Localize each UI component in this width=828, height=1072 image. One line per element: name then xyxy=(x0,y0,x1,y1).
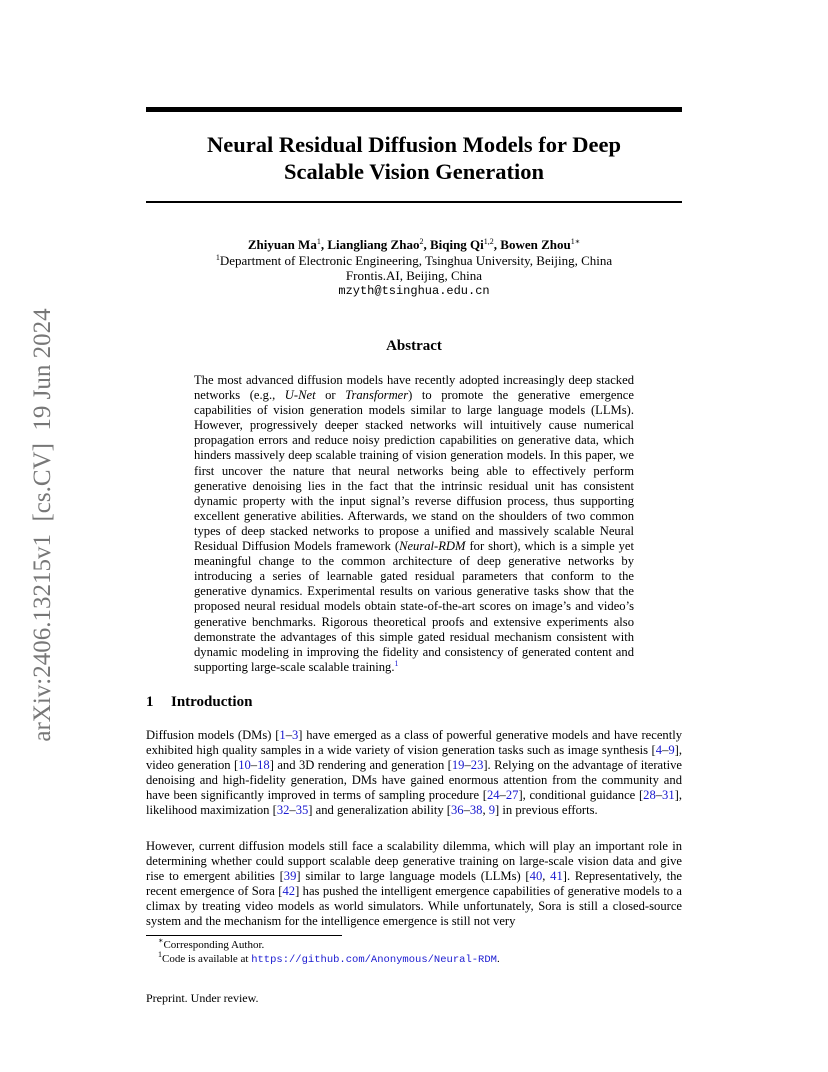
paragraph-text: ] have emerged as a class of powerful generative models and have recently exhibited high quality samples in a wide variety of vision generation tasks such as image synthesis [ xyxy=(146,728,683,758)
abstract-term-unet: U-Net xyxy=(284,388,316,403)
author-sep: , xyxy=(423,237,430,252)
footnote-code xyxy=(158,952,500,967)
paragraph-text: – xyxy=(250,758,258,773)
abstract-body xyxy=(194,373,634,675)
citation-link[interactable]: 10 xyxy=(238,758,251,773)
citation-link[interactable]: 40 xyxy=(529,869,543,884)
paragraph-text: – xyxy=(464,758,471,773)
citation-link[interactable]: 35 xyxy=(295,803,309,818)
citation-link[interactable]: 3 xyxy=(292,728,299,742)
paragraph-text: – xyxy=(463,803,470,818)
abstract-term-transformer: Transformer xyxy=(345,388,409,403)
paragraph-text: ] in previous efforts. xyxy=(495,803,598,818)
paragraph-text: ] and generalization ability [ xyxy=(308,803,451,818)
citation-link[interactable]: 1 xyxy=(279,728,286,742)
paragraph-text: ]. Relying on the advantage of iterative denoising and high-fidelity generation, DMs have gained enormous attention from the community and have been significantly improved in terms of sampling procedure [ xyxy=(146,758,682,803)
citation-link[interactable]: 23 xyxy=(470,758,484,773)
title-bottom-rule xyxy=(146,201,682,203)
footnote-mark: ∗ xyxy=(158,936,164,945)
arxiv-identifier-stamp xyxy=(8,290,68,760)
footnote-text: . xyxy=(496,953,500,965)
citation-link[interactable]: 31 xyxy=(662,788,675,803)
citation-link[interactable]: 18 xyxy=(257,758,270,773)
abstract-text: for short), which is a simple yet meaningful change to the common architecture of deep generative networks by introducing a series of learnable gated residual parameters that conform to the generative dynamics. Experimental results on various generative tasks show that the proposed neural residual models obtain state-of-the-art scores on image’s and video’s generative benchmarks. Rigorous theoretical proofs and extensive experiments also demonstrate the advantages of this simple gated residual mechanism consistent with dynamic modeling in improving the fidelity and consistency of generated content and supporting large-scale scalable training. xyxy=(194,539,634,674)
paragraph-text: ] similar to large language models (LLMs) [ xyxy=(296,869,530,884)
abstract-text: or xyxy=(315,388,346,403)
author-email: mzyth@tsinghua.edu.cn xyxy=(338,283,490,298)
paper-title xyxy=(146,131,682,185)
citation-link[interactable]: 41 xyxy=(550,869,563,884)
affiliation-1-text: Department of Electronic Engineering, Tsinghua University, Beijing, China xyxy=(219,252,613,268)
affiliation-mark: 1 xyxy=(215,252,220,262)
citation-link[interactable]: 24 xyxy=(486,788,500,803)
footnote-text: Corresponding Author. xyxy=(163,939,265,951)
paragraph-text: – xyxy=(655,788,663,803)
author-sep: , xyxy=(493,237,501,252)
citation-link[interactable]: 4 xyxy=(655,743,663,758)
citation-link[interactable]: 19 xyxy=(451,758,465,773)
section-heading-introduction xyxy=(146,694,252,711)
citation-link[interactable]: 32 xyxy=(276,803,290,818)
footnote-rule xyxy=(146,935,342,936)
author-name: Bowen Zhou xyxy=(500,237,571,252)
paragraph-text: However, current diffusion models still face a scalability dilemma, which will play an important role in determining whether could support scalable deep generative training on large-scale vision data and give rise to emergent abilities [ xyxy=(146,839,682,884)
citation-link[interactable]: 9 xyxy=(488,803,496,818)
paragraph-text: ], likelihood maximization [ xyxy=(146,788,682,818)
abstract-heading: Abstract xyxy=(386,338,442,354)
affiliation-2: Frontis.AI, Beijing, China xyxy=(345,268,483,283)
footnote-text: Code is available at xyxy=(162,953,252,965)
footnotes xyxy=(158,938,500,967)
paragraph-text: – xyxy=(499,788,506,803)
abstract-footnote-link[interactable]: 1 xyxy=(394,658,399,668)
author-name: Liangliang Zhao xyxy=(327,237,420,252)
citation-link[interactable]: 27 xyxy=(505,788,519,803)
paragraph-text: ], conditional guidance [ xyxy=(518,788,644,803)
author-name: Zhiyuan Ma xyxy=(247,237,317,252)
abstract-text: ) to promote the generative emergence capabilities of vision generation models similar to large language models (LLMs). However, progressively deeper stacked networks will intuitively cause numerical propagation errors and reduce noisy prediction capabilities on generative data, which hinders massively deep scalable training of vision generation models. In this paper, we first uncover the nature that neural networks being able to effectively perform generative denoising lies in the fact that the intrinsic residual unit has consistent dynamic property with the input signal’s reverse diffusion process, thus supporting excellent generative abilities. Afterwards, we stand on the shoulders of two common types of deep stacked networks to propose a unified and massively scalable Neural Residual Diffusion Models framework ( xyxy=(194,388,634,554)
paragraph-text: ] has pushed the intelligent emergence capabilities of generative models to a climax by treating video models as world simulators. While unfortunately, Sora is still a closed-source system and the mechanism for the intelligence emergence is still not very xyxy=(146,884,682,929)
author-name: Biqing Qi xyxy=(429,237,484,252)
footnote-corresponding xyxy=(158,938,500,952)
arxiv-stamp-text: arXiv:2406.13215v1 [cs.CV] 19 Jun 2024 xyxy=(29,308,56,742)
citation-link[interactable]: 42 xyxy=(282,884,296,899)
citation-link[interactable]: 38 xyxy=(469,803,483,818)
intro-paragraph-2 xyxy=(146,839,682,930)
section-title: Introduction xyxy=(171,694,253,710)
title-line-1: Neural Residual Diffusion Models for Deep xyxy=(207,132,621,157)
paragraph-text: ]. Representatively, the recent emergence of Sora [ xyxy=(146,869,683,899)
footnote-mark: 1 xyxy=(158,950,162,959)
code-repository-link[interactable]: https://github.com/Anonymous/Neural-RDM xyxy=(251,954,497,966)
author-block xyxy=(146,237,682,299)
author-affil-mark: 1,2 xyxy=(483,237,494,246)
paragraph-text: ] and 3D rendering and generation [ xyxy=(269,758,452,773)
title-top-rule xyxy=(146,107,682,112)
abstract-text: The most advanced diffusion models have recently adopted increasingly deep stacked networks (e.g., xyxy=(194,373,634,403)
citation-link[interactable]: 9 xyxy=(668,743,675,758)
paragraph-text: – xyxy=(285,728,292,742)
paragraph-text: – xyxy=(289,803,296,818)
author-affil-mark: 2 xyxy=(419,237,424,246)
section-number: 1 xyxy=(146,694,154,710)
intro-paragraph-1 xyxy=(146,728,682,819)
paragraph-text: Diffusion models (DMs) [ xyxy=(146,728,280,742)
citation-link[interactable]: 39 xyxy=(283,869,297,884)
title-line-2: Scalable Vision Generation xyxy=(283,159,544,184)
author-affil-mark: 1∗ xyxy=(570,237,581,246)
author-affil-mark: 1 xyxy=(316,237,321,246)
paragraph-text: , xyxy=(482,803,489,818)
affiliation-1 xyxy=(146,253,682,269)
author-names xyxy=(146,237,682,253)
preprint-notice: Preprint. Under review. xyxy=(146,991,259,1005)
citation-link[interactable]: 28 xyxy=(643,788,656,803)
arxiv-stamp-svg xyxy=(8,290,68,760)
paragraph-text: – xyxy=(662,743,669,758)
citation-link[interactable]: 36 xyxy=(450,803,464,818)
paragraph-text: ], video generation [ xyxy=(146,743,682,773)
abstract-term-neural-rdm: Neural-RDM xyxy=(399,539,466,554)
author-sep: , xyxy=(320,237,328,252)
paragraph-text: , xyxy=(542,869,551,884)
